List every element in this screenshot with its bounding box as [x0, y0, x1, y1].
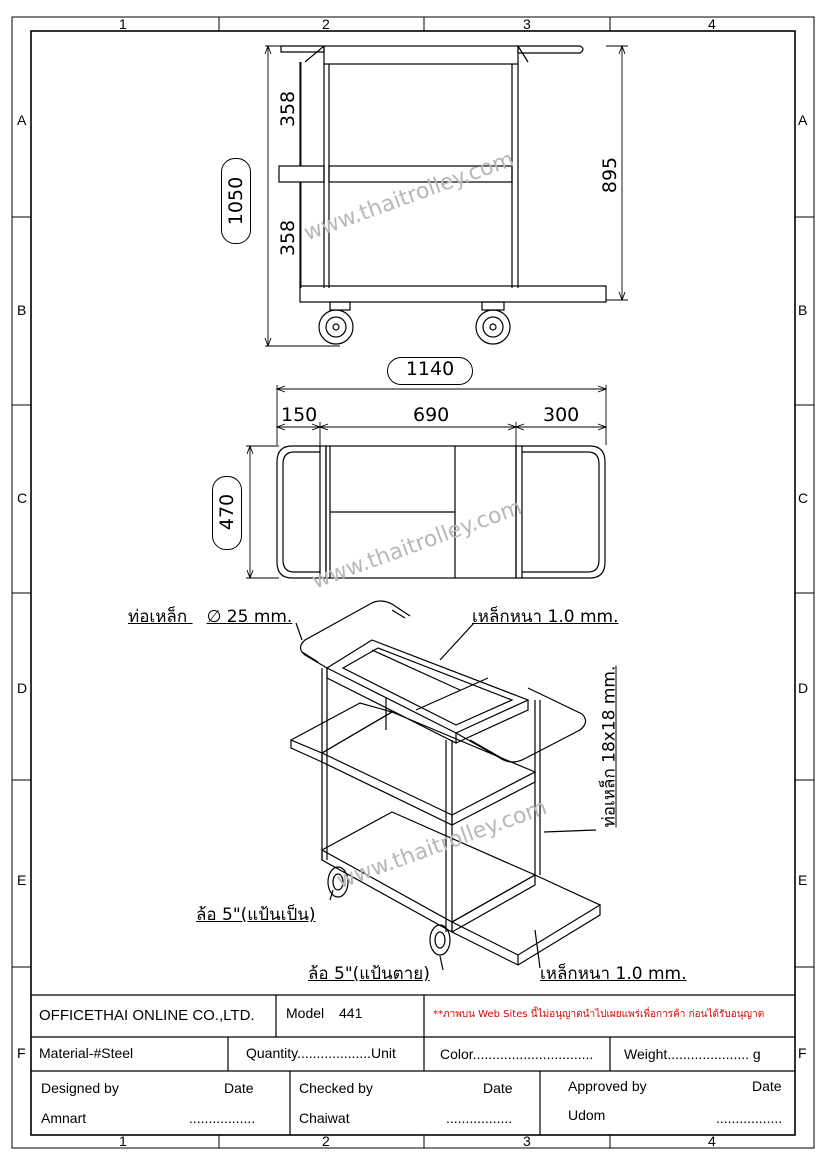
- lower-gap-value: 358: [277, 219, 299, 257]
- diameter-icon: ∅: [206, 607, 222, 627]
- material-field: Material-#Steel: [39, 1045, 134, 1061]
- zone-col-3-top: 3: [523, 16, 531, 32]
- middle-length-value: 690: [413, 404, 450, 426]
- overall-length-value: 1140: [405, 358, 455, 380]
- zone-row-a-right: A: [798, 112, 808, 128]
- checked-by-label: Checked by: [299, 1080, 373, 1096]
- color-field: Color...............................: [440, 1046, 594, 1062]
- zone-row-b-left: B: [17, 302, 27, 318]
- approved-date-value: .................: [716, 1110, 783, 1126]
- checked-by-name: Chaiwat: [299, 1110, 350, 1126]
- wheel-swivel-note: ล้อ 5"(แป้นเป็น): [196, 905, 316, 925]
- designed-by-label: Designed by: [41, 1080, 119, 1096]
- total-height-pill: [221, 158, 251, 244]
- square-tube-note: ท่อเหล็ก 18x18 mm.: [599, 665, 620, 828]
- wheel-fixed-note: ล้อ 5"(แป้นตาย): [308, 964, 430, 984]
- left-handle-value: 150: [281, 404, 318, 426]
- model-label: Model: [286, 1005, 325, 1021]
- zone-col-1-top: 1: [119, 16, 127, 32]
- zone-row-f-right: F: [798, 1045, 807, 1061]
- overall-length-pill: [387, 357, 473, 385]
- total-height-value: 1050: [225, 176, 247, 226]
- watermark-side: www.thaitrolley.com: [300, 147, 518, 247]
- sheet-thickness-top-note: เหล็กหนา 1.0 mm.: [472, 607, 619, 627]
- isometric-view: [291, 601, 600, 970]
- quantity-field: Quantity...................Unit: [246, 1045, 396, 1061]
- company-name: OFFICETHAI ONLINE CO.,LTD.: [39, 1007, 255, 1024]
- designed-by-name: Amnart: [41, 1110, 87, 1126]
- approved-by-name: Udom: [568, 1107, 606, 1123]
- approved-date-label: Date: [752, 1078, 782, 1094]
- width-pill: [212, 476, 242, 550]
- zone-col-2-bottom: 2: [322, 1133, 330, 1149]
- sheet-thickness-bottom-note: เหล็กหนา 1.0 mm.: [540, 964, 687, 984]
- zone-col-2-top: 2: [322, 16, 330, 32]
- zone-col-3-bottom: 3: [523, 1133, 531, 1149]
- zone-row-e-left: E: [17, 872, 27, 888]
- watermark-iso: www.thaitrolley.com: [333, 795, 551, 895]
- top-view: [277, 446, 605, 578]
- tube-label: ท่อเหล็ก: [128, 607, 188, 627]
- zone-row-b-right: B: [798, 302, 808, 318]
- width-value: 470: [216, 493, 238, 531]
- tube-note: [128, 603, 292, 630]
- zone-row-c-left: C: [17, 490, 28, 506]
- tube-size: 25 mm.: [226, 607, 293, 627]
- checked-date-value: .................: [446, 1110, 513, 1126]
- copyright-notice: **ภาพบน Web Sites นี้ไม่อนุญาตนำไปเผยแพร่เพื่อการค้า ก่อนได้รับอนุญาต: [433, 1009, 765, 1020]
- designed-date-label: Date: [224, 1080, 254, 1096]
- zone-col-4-top: 4: [708, 16, 716, 32]
- zone-row-e-right: E: [798, 872, 808, 888]
- designed-date-value: .................: [189, 1110, 256, 1126]
- right-tray-value: 300: [543, 404, 580, 426]
- zone-row-d-left: D: [17, 680, 28, 696]
- model-value: 441: [339, 1005, 363, 1021]
- checked-date-label: Date: [483, 1080, 513, 1096]
- frame-height-value: 895: [599, 156, 621, 194]
- watermark-top: www.thaitrolley.com: [308, 495, 526, 595]
- upper-gap-value: 358: [277, 90, 299, 128]
- zone-col-4-bottom: 4: [708, 1133, 716, 1149]
- zone-row-c-right: C: [798, 490, 809, 506]
- zone-col-1-bottom: 1: [119, 1133, 127, 1149]
- zone-row-d-right: D: [798, 680, 809, 696]
- weight-field: Weight..................... g: [624, 1046, 761, 1062]
- zone-row-a-left: A: [17, 112, 27, 128]
- zone-row-f-left: F: [17, 1045, 26, 1061]
- approved-by-label: Approved by: [568, 1078, 647, 1094]
